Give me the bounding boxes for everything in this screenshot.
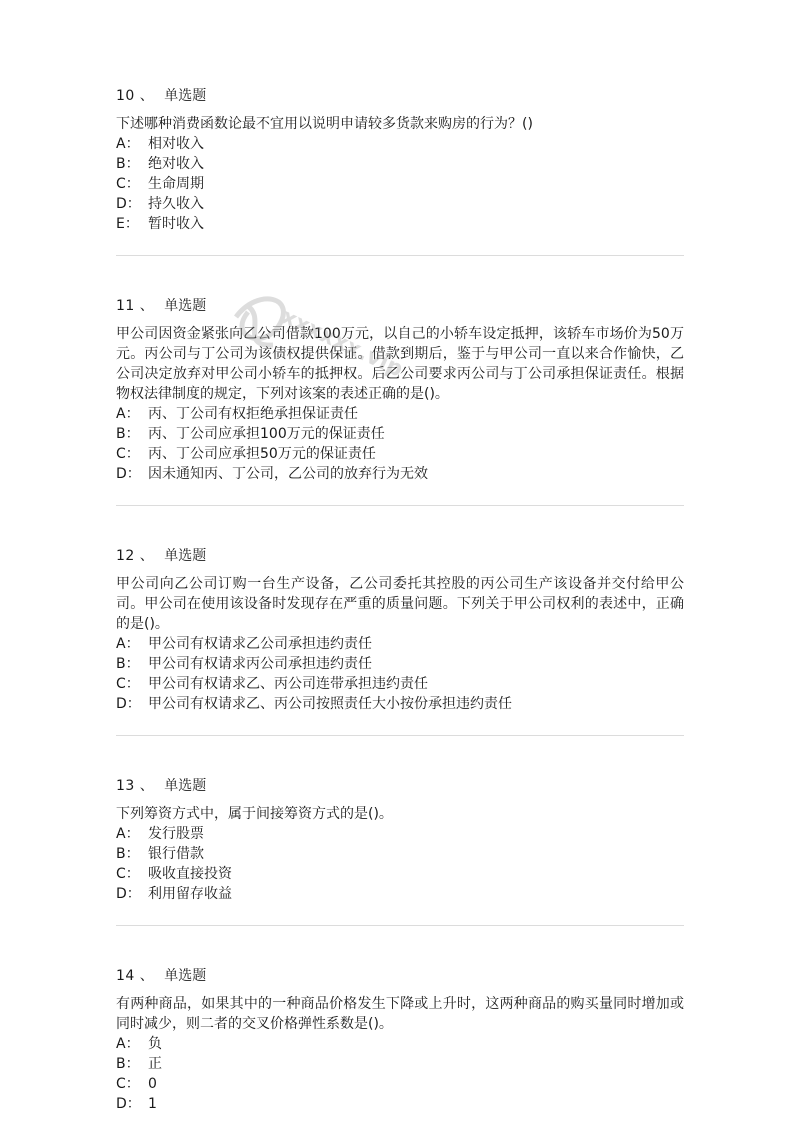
option-text: 正 xyxy=(148,1056,162,1072)
option-key: B： xyxy=(116,156,140,172)
option-text: 相对收入 xyxy=(148,136,204,152)
option-d xyxy=(116,194,684,214)
option-b xyxy=(116,424,684,444)
divider xyxy=(116,255,684,256)
question-number: 10 、 xyxy=(116,88,155,104)
question-12 xyxy=(116,546,684,736)
question-header xyxy=(116,966,684,986)
option-text: 0 xyxy=(148,1076,157,1092)
option-text: 丙、丁公司应承担100万元的保证责任 xyxy=(148,426,385,442)
option-c xyxy=(116,674,684,694)
question-stem: 甲公司向乙公司订购一台生产设备，乙公司委托其控股的丙公司生产该设备并交付给甲公司。甲公司在使用该设备时发现存在严重的质量问题。下列关于甲公司权利的表述中，正确的是()。 xyxy=(116,576,684,632)
option-key: C： xyxy=(116,1076,140,1092)
question-header xyxy=(116,776,684,796)
option-text: 丙、丁公司有权拒绝承担保证责任 xyxy=(148,406,358,422)
option-text: 甲公司有权请求乙公司承担违约责任 xyxy=(148,636,372,652)
option-a xyxy=(116,634,684,654)
question-type: 单选题 xyxy=(164,548,207,564)
option-key: C： xyxy=(116,676,140,692)
option-e xyxy=(116,214,684,234)
option-text: 银行借款 xyxy=(148,846,204,862)
option-text: 生命周期 xyxy=(148,176,204,192)
option-b xyxy=(116,844,684,864)
option-key: C： xyxy=(116,866,140,882)
option-text: 负 xyxy=(148,1036,162,1052)
divider xyxy=(116,925,684,926)
option-b xyxy=(116,1054,684,1074)
question-type: 单选题 xyxy=(164,968,207,984)
option-key: A： xyxy=(116,406,140,422)
question-stem: 甲公司因资金紧张向乙公司借款100万元，以自己的小轿车设定抵押，该轿车市场价为50万元。丙公司与丁公司为该债权提供保证。借款到期后，鉴于与甲公司一直以来合作愉快，乙公司决定放弃对甲公司小轿车的抵押权。后乙公司要求丙公司与丁公司承担保证责任。根据物权法律制度的规定，下列对该案的表述正确的是()。 xyxy=(116,326,684,402)
question-type: 单选题 xyxy=(164,298,207,314)
option-b xyxy=(116,654,684,674)
option-a xyxy=(116,824,684,844)
option-key: B： xyxy=(116,846,140,862)
option-text: 丙、丁公司应承担50万元的保证责任 xyxy=(148,446,376,462)
question-11 xyxy=(116,296,684,506)
question-13 xyxy=(116,776,684,926)
option-text: 1 xyxy=(148,1096,157,1112)
option-c xyxy=(116,174,684,194)
question-stem: 下列筹资方式中，属于间接筹资方式的是()。 xyxy=(116,806,393,822)
question-header xyxy=(116,86,684,106)
option-key: B： xyxy=(116,1056,140,1072)
option-d xyxy=(116,1094,684,1114)
question-list xyxy=(116,86,684,1114)
question-header xyxy=(116,296,684,316)
option-text: 甲公司有权请求乙、丙公司连带承担违约责任 xyxy=(148,676,428,692)
option-text: 利用留存收益 xyxy=(148,886,232,902)
option-b xyxy=(116,154,684,174)
question-type: 单选题 xyxy=(164,778,207,794)
option-key: D： xyxy=(116,696,141,712)
option-text: 甲公司有权请求乙、丙公司按照责任大小按份承担违约责任 xyxy=(148,696,512,712)
question-number: 11 、 xyxy=(116,298,155,314)
option-key: A： xyxy=(116,826,140,842)
option-d xyxy=(116,884,684,904)
option-key: E： xyxy=(116,216,139,232)
option-key: B： xyxy=(116,656,140,672)
option-key: A： xyxy=(116,636,140,652)
option-text: 甲公司有权请求丙公司承担违约责任 xyxy=(148,656,372,672)
option-text: 绝对收入 xyxy=(148,156,204,172)
option-text: 持久收入 xyxy=(148,196,204,212)
option-text: 发行股票 xyxy=(148,826,204,842)
option-key: C： xyxy=(116,446,140,462)
option-key: A： xyxy=(116,136,140,152)
option-key: C： xyxy=(116,176,140,192)
option-key: D： xyxy=(116,886,141,902)
divider xyxy=(116,735,684,736)
question-number: 12 、 xyxy=(116,548,155,564)
question-stem: 下述哪种消费函数论最不宜用以说明申请较多货款来购房的行为？() xyxy=(116,116,533,132)
option-d xyxy=(116,694,684,714)
question-10 xyxy=(116,86,684,256)
question-type: 单选题 xyxy=(164,88,207,104)
question-14 xyxy=(116,966,684,1114)
option-key: B： xyxy=(116,426,140,442)
option-c xyxy=(116,864,684,884)
option-text: 因未通知丙、丁公司，乙公司的放弃行为无效 xyxy=(148,466,428,482)
question-stem: 有两种商品，如果其中的一种商品价格发生下降或上升时，这两种商品的购买量同时增加或同时减少，则二者的交叉价格弹性系数是()。 xyxy=(116,996,684,1032)
option-d xyxy=(116,464,684,484)
option-key: D： xyxy=(116,466,141,482)
option-text: 吸收直接投资 xyxy=(148,866,232,882)
option-c xyxy=(116,1074,684,1094)
option-c xyxy=(116,444,684,464)
divider xyxy=(116,505,684,506)
option-a xyxy=(116,404,684,424)
option-key: A： xyxy=(116,1036,140,1052)
option-a xyxy=(116,1034,684,1054)
option-text: 暂时收入 xyxy=(148,216,204,232)
question-header xyxy=(116,546,684,566)
option-key: D： xyxy=(116,1096,141,1112)
question-number: 13 、 xyxy=(116,778,155,794)
watermark-text: xxxxxx.vip xyxy=(277,304,407,383)
option-key: D： xyxy=(116,196,141,212)
question-number: 14 、 xyxy=(116,968,155,984)
option-a xyxy=(116,134,684,154)
